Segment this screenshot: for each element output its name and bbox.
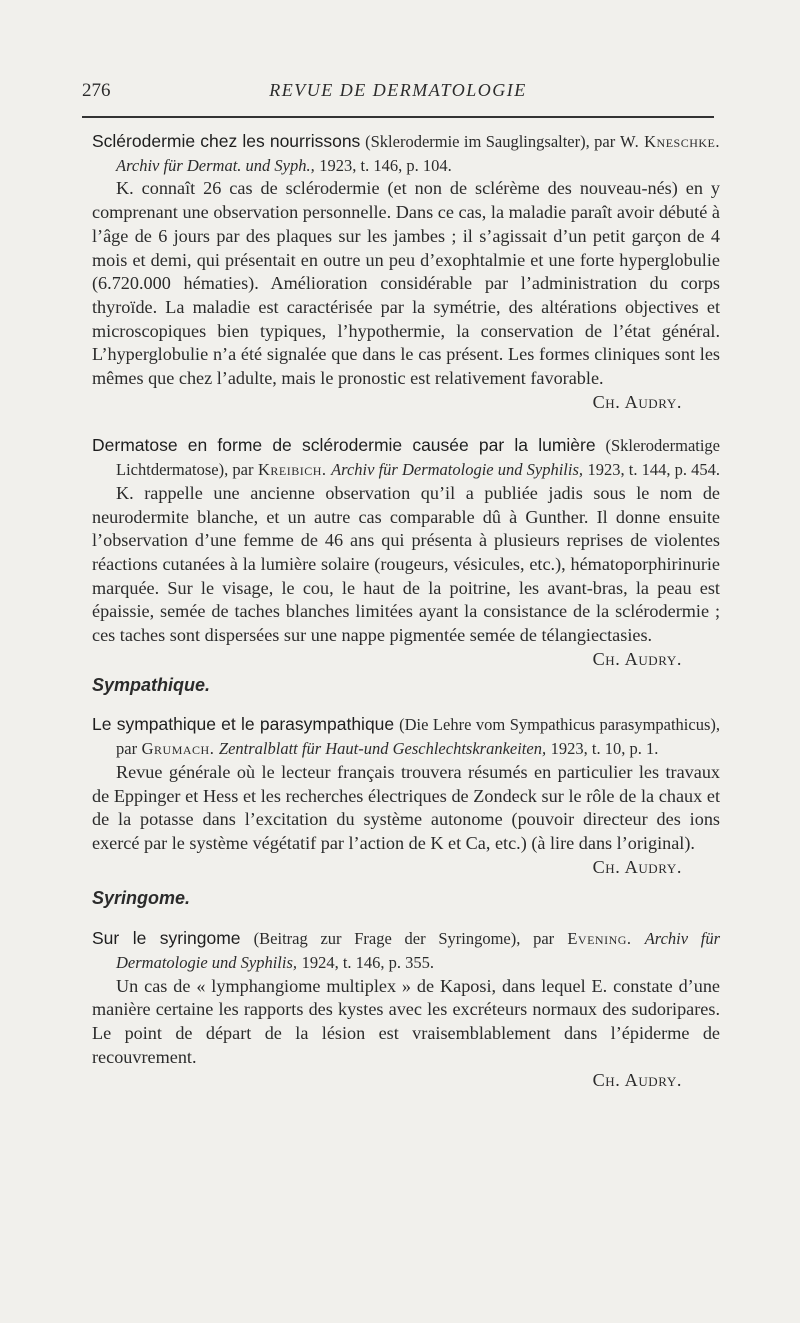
journal: Zentralblatt für Haut-und Geschlechtskrankeiten,	[218, 739, 547, 759]
reference	[92, 130, 720, 177]
abstract-text: Revue générale où le lecteur français trouvera résumés en particulier les travaux de Eppinger et Hess et les recherches électriques de Zondeck sur le rôle de la chaux et de la potasse dans l’excitation du système autonome (pouvoir directeur des ions exercé par le système végétatif par l’action de K et Ca, etc.) (à lire dans l’original).	[92, 761, 720, 853]
abstract-text: K. connaît 26 cas de sclérodermie (et non de sclérème des nouveau-nés) en y comprenant une observation personnelle. Dans ce cas, la maladie paraît avoir débuté à l’âge de 6 jours par des plaques sur les jambes ; il s’agissait d’un petit garçon de 4 mois et demi, qui présentait en outre un peu d’exophtalmie et une forte hyperglobulie (6.720.000 hématies). Amélioration considérable par l’administration du corps thyroïde. La maladie est caractérisée par la symétrie, des altérations objectives et microscopiques bien typiques, l’hypothermie, la conservation de l’état général. L’hyperglobulie n’a été signalée que dans le cas présent. Les formes cliniques sont les mêmes que chez l’adulte, mais le pronostic est relativement favorable.	[92, 178, 720, 389]
abstract-text: Un cas de « lymphangiome multiplex » de Kaposi, dans lequel E. constate d’une manière certaine les rapports des kystes avec les excréteurs normaux des sudoripares. Le point de départ de la lésion est vraisemblablement dans l’épiderme de recouvrement.	[92, 975, 720, 1067]
original-title: (Beitrag zur Frage der Syringome), par	[253, 929, 555, 949]
signature: Ch. Audry.	[592, 856, 682, 877]
citation: 1923, t. 146, p. 104.	[319, 155, 452, 175]
abstract-text-content: K. rappelle une ancienne observation qu’il a publiée jadis sous le nom de neurodermite blanche, et un autre cas comparable dû à Gunther. Il donne ensuite l’observation d’une femme de 46 ans qui présenta à plusieurs reprises de violentes réactions cutanées à la lumière solaire (rougeurs, vésicules, etc.), hématoporphirinurie marquée. Sur le visage, le cou, le haut de la poitrine, les avant-bras, la peau est épaissie, semée de taches blanches limitées ayant la consistance de la sclérodermie ; ces taches sont dispersées sur une nappe pigmentée semée de télangiectasies.	[92, 482, 720, 646]
original-title: (Die Lehre vom Sympathicus parasympathicus), par	[116, 715, 721, 759]
author: Kreibich.	[258, 460, 327, 480]
reference	[92, 434, 720, 481]
abstract-entry-dermatose-lumiere	[92, 434, 721, 669]
abstract-entry-syringome	[92, 927, 720, 1093]
section-title-syringome: Syringome.	[92, 888, 191, 909]
citation: 1924, t. 146, p. 355.	[301, 952, 435, 972]
journal: Archiv für Dermatologie und Syphilis,	[331, 460, 583, 480]
journal: Archiv für Dermat. und Syph.,	[116, 155, 315, 175]
page-number: 276	[82, 80, 111, 101]
author: W. Kneschke.	[620, 132, 721, 151]
author: Grumach.	[141, 739, 215, 759]
journal: Archiv für Dermatologie und Syphilis,	[116, 929, 721, 972]
reference	[92, 927, 720, 974]
original-title: (Sklerodermie im Sauglingsalter), par	[365, 132, 616, 151]
entry-title: Sur le syringome	[92, 928, 241, 949]
entry-title: Dermatose en forme de sclérodermie causée par la lumière	[92, 435, 596, 456]
abstract-entry-sympathique	[92, 713, 720, 879]
citation: 1923, t. 10, p. 1.	[550, 739, 659, 759]
entry-title: Le sympathique et le parasympathique	[92, 714, 395, 735]
citation: 1923, t. 144, p. 454.	[587, 460, 721, 480]
section-title-sympathique: Sympathique.	[92, 674, 211, 695]
header-rule	[82, 116, 714, 118]
signature: Ch. Audry.	[592, 648, 682, 669]
signature: Ch. Audry.	[592, 1070, 682, 1091]
abstract-entry-sclerodermie-nourrissons	[92, 130, 720, 414]
entry-title: Sclérodermie chez les nourrissons	[92, 131, 361, 151]
signature: Ch. Audry.	[592, 391, 682, 412]
journal-title: REVUE DE DERMATOLOGIE	[269, 80, 527, 100]
author: Evening.	[567, 929, 632, 949]
abstract-text	[92, 482, 720, 669]
original-title: (Sklerodermatige Lichtdermatose), par	[116, 436, 721, 480]
article-body	[92, 126, 720, 1093]
reference	[92, 713, 720, 760]
running-head	[82, 80, 714, 110]
